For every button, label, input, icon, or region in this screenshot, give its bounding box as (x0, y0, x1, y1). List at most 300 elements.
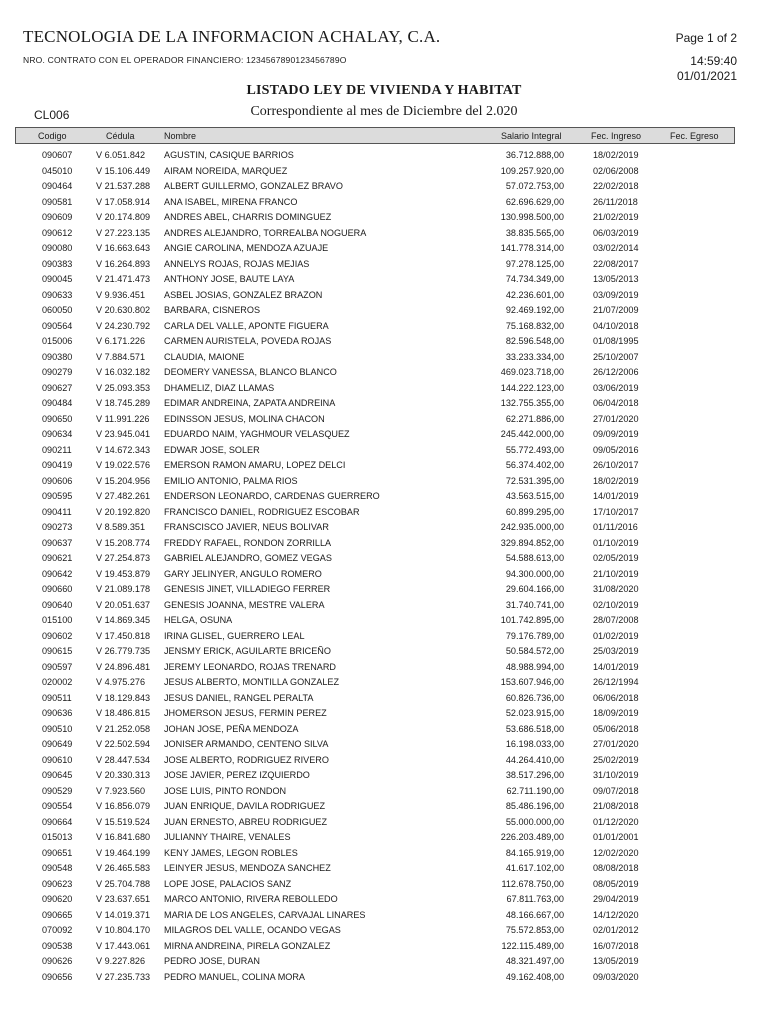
cell-date-in: 22/02/2018 (593, 181, 639, 191)
cell-date-in: 02/05/2019 (593, 553, 639, 563)
table-row (0, 582, 768, 598)
cell-code: 090419 (42, 460, 73, 470)
cell-date-in: 01/11/2016 (593, 522, 638, 532)
col-header-name: Nombre (164, 131, 197, 141)
cell-code: 090651 (42, 847, 73, 858)
cell-name: ASBEL JOSIAS, GONZALEZ BRAZON (164, 289, 323, 300)
cell-code: 090211 (42, 444, 72, 455)
cell-salary: 84.165.919,00 (505, 847, 564, 858)
cell-name: JOSE ALBERTO, RODRIGUEZ RIVERO (164, 754, 329, 765)
cell-code: 090637 (42, 537, 73, 548)
cell-date-in: 01/08/1995 (593, 336, 639, 346)
cell-code: 090464 (42, 181, 73, 191)
cell-code: 015006 (42, 336, 73, 346)
cell-ci: V 9.936.451 (96, 289, 146, 300)
cell-date-in: 22/08/2017 (593, 258, 639, 269)
cell-name: LOPE JOSE, PALACIOS SANZ (164, 878, 292, 889)
table-row (0, 536, 768, 552)
cell-salary: 144.222.123,00 (500, 382, 564, 393)
table-row (0, 923, 768, 939)
table-row (0, 598, 768, 614)
cell-ci: V 20.192.820 (96, 506, 151, 517)
cell-code: 090660 (42, 584, 73, 594)
cell-code: 060050 (42, 305, 73, 315)
table-row (0, 257, 768, 273)
table-row (0, 396, 768, 412)
cell-name: EDUARDO NAIM, YAGHMOUR VELASQUEZ (164, 429, 350, 439)
cell-ci: V 7.884.571 (96, 351, 146, 362)
cell-salary: 57.072.753,00 (505, 181, 564, 191)
cell-date-in: 02/01/2012 (593, 925, 639, 935)
cell-salary: 38.517.296,00 (505, 770, 564, 780)
cell-name: ENDERSON LEONARDO, CARDENAS GUERRERO (164, 491, 380, 501)
cell-salary: 130.998.500,00 (500, 212, 564, 222)
table-row (0, 613, 768, 629)
cell-date-in: 27/01/2020 (593, 413, 639, 424)
cell-ci: V 21.537.288 (96, 181, 151, 191)
table-row (0, 892, 768, 908)
cell-name: CLAUDIA, MAIONE (164, 351, 245, 362)
col-header-date-in: Fec. Ingreso (591, 131, 642, 141)
cell-salary: 31.740.741,00 (505, 599, 564, 610)
cell-salary: 92.469.192,00 (505, 305, 564, 315)
table-row (0, 412, 768, 428)
cell-code: 090511 (42, 692, 72, 703)
cell-ci: V 8.589.351 (96, 522, 146, 532)
cell-code: 090640 (42, 599, 73, 610)
cell-ci: V 16.663.643 (96, 243, 151, 253)
cell-ci: V 27.254.873 (96, 553, 151, 563)
cell-code: 090383 (42, 258, 73, 269)
cell-date-in: 31/10/2019 (593, 770, 639, 780)
table-row (0, 443, 768, 459)
table-row (0, 784, 768, 800)
cell-ci: V 16.841.680 (96, 832, 151, 842)
cell-salary: 97.278.125,00 (505, 258, 564, 269)
table-row (0, 241, 768, 257)
cell-date-in: 02/10/2019 (593, 599, 639, 610)
cell-name: JUAN ERNESTO, ABREU RODRIGUEZ (164, 816, 328, 827)
cell-code: 090615 (42, 646, 73, 656)
cell-date-in: 17/10/2017 (593, 506, 639, 517)
cell-ci: V 16.264.893 (96, 258, 151, 269)
cell-date-in: 16/07/2018 (593, 940, 639, 951)
cell-date-in: 26/11/2018 (593, 196, 638, 207)
cell-salary: 62.696.629,00 (505, 196, 564, 207)
table-row (0, 877, 768, 893)
cell-salary: 62.711.190,00 (506, 785, 564, 796)
cell-ci: V 6.051.842 (96, 150, 146, 160)
contract-number: NRO. CONTRATO CON EL OPERADOR FINANCIERO: 1234567890123456789O (23, 55, 347, 65)
cell-ci: V 7.923.560 (96, 785, 146, 796)
cell-code: 090626 (42, 956, 73, 966)
cell-name: PEDRO MANUEL, COLINA MORA (164, 971, 305, 982)
cell-ci: V 26.465.583 (96, 863, 151, 873)
cell-date-in: 09/09/2019 (593, 429, 639, 439)
cell-salary: 42.236.601,00 (505, 289, 564, 300)
col-header-ci: Cédula (106, 131, 135, 141)
cell-date-in: 13/05/2019 (593, 956, 639, 966)
cell-ci: V 27.223.135 (96, 227, 151, 238)
cell-code: 090642 (42, 568, 73, 579)
cell-name: GENESIS JINET, VILLADIEGO FERRER (164, 584, 331, 594)
cell-salary: 122.115.489,00 (501, 940, 564, 951)
cell-name: EDIMAR ANDREINA, ZAPATA ANDREINA (164, 398, 336, 408)
cell-ci: V 23.637.651 (96, 894, 151, 904)
cell-salary: 101.742.895,00 (500, 615, 564, 625)
employee-table (0, 148, 768, 985)
cell-salary: 141.778.314,00 (500, 243, 564, 253)
cell-date-in: 25/02/2019 (593, 754, 639, 765)
cell-salary: 72.531.395,00 (505, 475, 564, 486)
cell-ci: V 27.482.261 (96, 491, 151, 501)
cell-name: AIRAM NOREIDA, MARQUEZ (164, 165, 288, 176)
company-name: TECNOLOGIA DE LA INFORMACION ACHALAY, C.A. (23, 27, 441, 46)
cell-name: CARMEN AURISTELA, POVEDA ROJAS (164, 336, 332, 346)
table-row (0, 505, 768, 521)
cell-salary: 245.442.000,00 (500, 429, 564, 439)
cell-date-in: 09/05/2016 (593, 444, 639, 455)
cell-code: 090380 (42, 351, 73, 362)
cell-date-in: 08/05/2019 (593, 878, 639, 889)
cell-ci: V 19.464.199 (96, 847, 151, 858)
cell-code: 090510 (42, 723, 73, 734)
cell-name: PEDRO JOSE, DURAN (164, 956, 261, 966)
cell-code: 090609 (42, 212, 73, 222)
cell-ci: V 23.945.041 (96, 429, 151, 439)
cell-date-in: 18/02/2019 (593, 475, 639, 486)
cell-code: 090529 (42, 785, 73, 796)
cell-code: 090621 (42, 553, 73, 563)
cell-date-in: 04/10/2018 (593, 320, 639, 331)
cell-name: ANDRES ABEL, CHARRIS DOMINGUEZ (164, 212, 332, 222)
col-header-salary: Salario Integral (501, 131, 562, 141)
cell-ci: V 15.106.449 (96, 165, 151, 176)
cell-name: JHOMERSON JESUS, FERMIN PEREZ (164, 708, 327, 718)
table-row (0, 365, 768, 381)
cell-name: ANTHONY JOSE, BAUTE LAYA (164, 274, 295, 284)
cell-salary: 48.321.497,00 (505, 956, 564, 966)
table-row (0, 660, 768, 676)
cell-code: 090597 (42, 661, 73, 672)
cell-salary: 60.899.295,00 (505, 506, 564, 517)
cell-date-in: 01/02/2019 (593, 630, 639, 641)
cell-ci: V 15.204.956 (96, 475, 151, 486)
cell-salary: 48.166.667,00 (505, 909, 564, 920)
cell-date-in: 12/02/2020 (593, 847, 639, 858)
cell-date-in: 06/03/2019 (593, 227, 639, 238)
table-row (0, 861, 768, 877)
cell-name: JUAN ENRIQUE, DAVILA RODRIGUEZ (164, 801, 326, 811)
cell-ci: V 26.779.735 (96, 646, 151, 656)
cell-code: 090595 (42, 491, 73, 501)
table-row (0, 226, 768, 242)
cell-code: 090636 (42, 708, 73, 718)
cell-name: GABRIEL ALEJANDRO, GOMEZ VEGAS (164, 553, 332, 563)
cell-code: 090656 (42, 971, 73, 982)
page-number: Page 1 of 2 (675, 31, 737, 45)
cell-name: JENSMY ERICK, AGUILARTE BRICEÑO (164, 646, 331, 656)
cell-salary: 75.168.832,00 (505, 320, 564, 331)
cell-name: EDINSSON JESUS, MOLINA CHACON (164, 413, 325, 424)
cell-ci: V 14.672.343 (96, 444, 151, 455)
table-row (0, 458, 768, 474)
cell-date-in: 02/06/2008 (593, 165, 639, 176)
cell-code: 090607 (42, 150, 73, 160)
table-row (0, 520, 768, 536)
cell-name: EDWAR JOSE, SOLER (164, 444, 260, 455)
cell-salary: 60.826.736,00 (505, 692, 564, 703)
cell-name: JOSE JAVIER, PEREZ IZQUIERDO (164, 770, 310, 780)
cell-date-in: 27/01/2020 (593, 739, 639, 749)
cell-name: JULIANNY THAIRE, VENALES (164, 832, 291, 842)
cell-salary: 43.563.515,00 (505, 491, 564, 501)
cell-salary: 33.233.334,00 (505, 351, 564, 362)
cell-date-in: 29/04/2019 (593, 894, 639, 904)
table-row (0, 939, 768, 955)
table-row (0, 489, 768, 505)
cell-code: 090665 (42, 909, 73, 920)
cell-name: FREDDY RAFAEL, RONDON ZORRILLA (164, 537, 332, 548)
cell-ci: V 16.032.182 (96, 367, 151, 377)
cell-date-in: 25/10/2007 (593, 351, 639, 362)
cell-name: ANNELYS ROJAS, ROJAS MEJIAS (164, 258, 310, 269)
cell-salary: 132.755.355,00 (500, 398, 564, 408)
col-header-date-out: Fec. Egreso (670, 131, 719, 141)
cell-salary: 226.203.489,00 (500, 832, 564, 842)
table-row (0, 381, 768, 397)
cell-name: MILAGROS DEL VALLE, OCANDO VEGAS (164, 925, 341, 935)
cell-code: 090080 (42, 243, 73, 253)
table-row (0, 908, 768, 924)
cell-salary: 52.023.915,00 (505, 708, 564, 718)
table-row (0, 970, 768, 986)
col-header-code: Codigo (38, 131, 67, 141)
cell-ci: V 20.174.809 (96, 212, 151, 222)
cell-code: 090538 (42, 940, 73, 951)
cell-salary: 38.835.565,00 (505, 227, 564, 238)
table-header (15, 127, 735, 144)
cell-ci: V 14.019.371 (96, 909, 151, 920)
cell-date-in: 21/08/2018 (593, 801, 639, 811)
cell-code: 090411 (42, 506, 72, 517)
table-row (0, 722, 768, 738)
cell-code: 090581 (42, 196, 73, 207)
cell-salary: 44.264.410,00 (505, 754, 564, 765)
table-row (0, 319, 768, 335)
print-time: 14:59:40 (690, 54, 737, 68)
cell-ci: V 15.519.524 (96, 816, 151, 827)
cell-code: 090664 (42, 816, 73, 827)
cell-salary: 54.588.613,00 (505, 553, 564, 563)
cell-code: 020002 (42, 677, 73, 687)
cell-code: 070092 (42, 925, 73, 935)
table-row (0, 954, 768, 970)
cell-date-in: 08/08/2018 (593, 863, 639, 873)
cell-code: 090633 (42, 289, 73, 300)
cell-date-in: 06/06/2018 (593, 692, 639, 703)
cell-name: EMILIO ANTONIO, PALMA RIOS (164, 475, 298, 486)
table-row (0, 799, 768, 815)
table-row (0, 551, 768, 567)
cell-salary: 41.617.102,00 (505, 863, 564, 873)
cell-code: 090612 (42, 227, 73, 238)
cell-code: 090623 (42, 878, 73, 889)
table-row (0, 195, 768, 211)
cell-date-in: 21/02/2019 (593, 212, 639, 222)
cell-code: 090273 (42, 522, 73, 532)
cell-name: MARIA DE LOS ANGELES, CARVAJAL LINARES (164, 909, 366, 920)
cell-ci: V 10.804.170 (96, 925, 151, 935)
cell-ci: V 24.896.481 (96, 661, 151, 672)
cell-salary: 329.894.852,00 (500, 537, 564, 548)
cell-ci: V 6.171.226 (96, 336, 146, 346)
cell-code: 015013 (42, 832, 73, 842)
cell-name: LEINYER JESUS, MENDOZA SANCHEZ (164, 863, 331, 873)
cell-name: JESUS ALBERTO, MONTILLA GONZALEZ (164, 677, 340, 687)
cell-salary: 109.257.920,00 (500, 165, 564, 176)
table-row (0, 846, 768, 862)
cell-ci: V 19.022.576 (96, 460, 151, 470)
table-row (0, 210, 768, 226)
cell-date-in: 03/06/2019 (593, 382, 639, 393)
cell-date-in: 03/02/2014 (593, 243, 639, 253)
cell-code: 090649 (42, 739, 73, 749)
cell-salary: 82.596.548,00 (505, 336, 564, 346)
cell-name: DEOMERY VANESSA, BLANCO BLANCO (164, 367, 337, 377)
cell-salary: 56.374.402,00 (505, 460, 564, 470)
cell-date-in: 21/10/2019 (593, 568, 639, 579)
cell-ci: V 4.975.276 (96, 677, 146, 687)
cell-ci: V 20.630.802 (96, 305, 151, 315)
cell-salary: 74.734.349,00 (505, 274, 564, 284)
cell-salary: 67.811.763,00 (506, 894, 564, 904)
cell-name: FRANCISCO DANIEL, RODRIGUEZ ESCOBAR (164, 506, 360, 517)
cell-code: 090564 (42, 320, 73, 331)
cell-ci: V 18.745.289 (96, 398, 151, 408)
table-row (0, 629, 768, 645)
cell-name: JONISER ARMANDO, CENTENO SILVA (164, 739, 329, 749)
cell-date-in: 13/05/2013 (593, 274, 639, 284)
cell-salary: 53.686.518,00 (505, 723, 564, 734)
cell-date-in: 06/04/2018 (593, 398, 639, 408)
cell-ci: V 11.991.226 (96, 413, 150, 424)
cell-ci: V 27.235.733 (96, 971, 151, 982)
cell-name: AGUSTIN, CASIQUE BARRIOS (164, 150, 294, 160)
cell-date-in: 18/09/2019 (593, 708, 639, 718)
cell-ci: V 20.330.313 (96, 770, 151, 780)
table-row (0, 675, 768, 691)
cell-name: ANDRES ALEJANDRO, TORREALBA NOGUERA (164, 227, 367, 238)
cell-salary: 79.176.789,00 (505, 630, 564, 641)
table-row (0, 567, 768, 583)
cell-name: JOSE LUIS, PINTO RONDON (164, 785, 287, 796)
table-row (0, 288, 768, 304)
cell-date-in: 01/01/2001 (593, 832, 639, 842)
table-row (0, 768, 768, 784)
cell-salary: 55.772.493,00 (505, 444, 564, 455)
cell-code: 090045 (42, 274, 73, 284)
report-title: LISTADO LEY DE VIVIENDA Y HABITAT (246, 83, 522, 98)
cell-name: FRANSCISCO JAVIER, NEUS BOLIVAR (164, 522, 329, 532)
cell-salary: 16.198.033,00 (505, 739, 564, 749)
cell-salary: 49.162.408,00 (505, 971, 564, 982)
cell-name: JEREMY LEONARDO, ROJAS TRENARD (164, 661, 336, 672)
cell-name: MIRNA ANDREINA, PIRELA GONZALEZ (164, 940, 331, 951)
table-row (0, 753, 768, 769)
cell-date-in: 14/01/2019 (593, 491, 639, 501)
cell-name: EMERSON RAMON AMARU, LOPEZ DELCI (164, 460, 346, 470)
cell-ci: V 21.089.178 (96, 584, 151, 594)
cell-ci: V 21.252.058 (96, 723, 151, 734)
cell-ci: V 18.129.843 (96, 692, 151, 703)
cell-ci: V 14.869.345 (96, 615, 151, 625)
report-subtitle: Correspondiente al mes de Diciembre del 2.020 (250, 104, 518, 119)
cell-salary: 469.023.718,00 (500, 367, 564, 377)
cell-ci: V 19.453.879 (96, 568, 151, 579)
cell-code: 045010 (42, 165, 73, 176)
cell-name: GENESIS JOANNA, MESTRE VALERA (164, 599, 325, 610)
cell-salary: 94.300.000,00 (505, 568, 564, 579)
report-code: CL006 (34, 108, 70, 122)
cell-name: DHAMELIZ, DIAZ LLAMAS (164, 382, 275, 393)
table-row (0, 706, 768, 722)
cell-salary: 48.988.994,00 (505, 661, 564, 672)
cell-date-in: 26/10/2017 (593, 460, 639, 470)
cell-salary: 50.584.572,00 (505, 646, 564, 656)
cell-date-in: 21/07/2009 (593, 305, 639, 315)
cell-ci: V 21.471.473 (96, 274, 151, 284)
cell-code: 090634 (42, 429, 73, 439)
cell-name: KENY JAMES, LEGON ROBLES (164, 847, 298, 858)
cell-ci: V 17.443.061 (96, 940, 151, 951)
cell-name: JOHAN JOSE, PEÑA MENDOZA (164, 723, 299, 734)
cell-date-in: 18/02/2019 (593, 150, 639, 160)
cell-code: 090279 (42, 367, 73, 377)
cell-code: 090610 (42, 754, 73, 765)
cell-salary: 75.572.853,00 (505, 925, 564, 935)
cell-salary: 36.712.888,00 (505, 150, 564, 160)
cell-date-in: 09/03/2020 (593, 971, 639, 982)
table-row (0, 644, 768, 660)
table-row (0, 474, 768, 490)
cell-date-in: 28/07/2008 (593, 615, 639, 625)
cell-code: 090602 (42, 630, 73, 641)
cell-name: BARBARA, CISNEROS (164, 305, 261, 315)
cell-date-in: 26/12/1994 (593, 677, 639, 687)
cell-ci: V 25.093.353 (96, 382, 151, 393)
cell-salary: 242.935.000,00 (500, 522, 564, 532)
table-row (0, 303, 768, 319)
cell-code: 090620 (42, 894, 73, 904)
cell-date-in: 05/06/2018 (593, 723, 639, 734)
cell-name: JESUS DANIEL, RANGEL PERALTA (164, 692, 314, 703)
table-row (0, 164, 768, 180)
print-date: 01/01/2021 (676, 69, 737, 83)
cell-ci: V 18.486.815 (96, 708, 151, 718)
table-row (0, 179, 768, 195)
cell-name: CARLA DEL VALLE, APONTE FIGUERA (164, 320, 329, 331)
cell-code: 090548 (42, 863, 73, 873)
table-row (0, 830, 768, 846)
cell-code: 090627 (42, 382, 73, 393)
table-row (0, 737, 768, 753)
cell-date-in: 01/12/2020 (593, 816, 639, 827)
table-row (0, 427, 768, 443)
cell-ci: V 20.051.637 (96, 599, 151, 610)
cell-salary: 112.678.750,00 (501, 878, 564, 889)
cell-salary: 62.271.886,00 (505, 413, 564, 424)
